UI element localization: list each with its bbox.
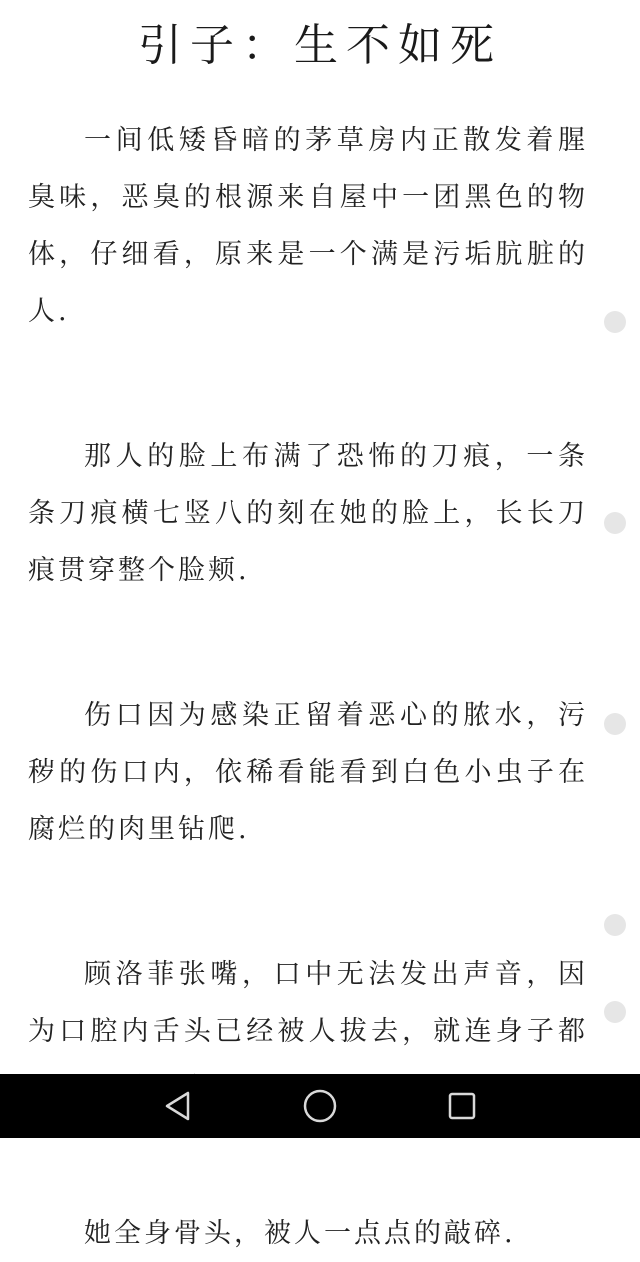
paragraph-comment-markers xyxy=(604,0,626,1074)
home-button[interactable] xyxy=(280,1074,360,1138)
paragraph-comment-dot[interactable] xyxy=(604,713,626,735)
triangle-back-icon xyxy=(161,1089,195,1123)
recent-apps-button[interactable] xyxy=(422,1074,502,1138)
system-navigation-bar xyxy=(0,1074,640,1138)
paragraph-comment-dot[interactable] xyxy=(604,512,626,534)
paragraph: 伤口因为感染正留着恶心的脓水，污秽的伤口内，依稀看能看到白色小虫子在腐烂的肉里钻爬. xyxy=(28,700,588,845)
circle-home-icon xyxy=(301,1087,339,1125)
paragraph-comment-dot[interactable] xyxy=(604,311,626,333)
square-recent-apps-icon xyxy=(445,1089,479,1123)
back-button[interactable] xyxy=(138,1074,218,1138)
paragraph: 那人的脸上布满了恐怖的刀痕，一条条刀痕横七竖八的刻在她的脸上，长长刀痕贯穿整个脸颊. xyxy=(28,441,588,586)
paragraph: 她全身骨头，被人一点点的敲碎. xyxy=(84,1218,516,1249)
paragraph-comment-dot[interactable] xyxy=(604,1001,626,1023)
paragraph-comment-dot[interactable] xyxy=(604,914,626,936)
chapter-title: 引子：生不如死 xyxy=(138,20,502,71)
paragraph: 顾洛菲张嘴，口中无法发出声音，因为口腔内舌头已经被人拔去，就连身子都 xyxy=(28,959,588,1047)
paragraph: 一间低矮昏暗的茅草房内正散发着腥臭味，恶臭的根源来自屋中一团黑色的物体，仔细看，原来是一个满是污垢肮脏的人. xyxy=(28,125,588,327)
